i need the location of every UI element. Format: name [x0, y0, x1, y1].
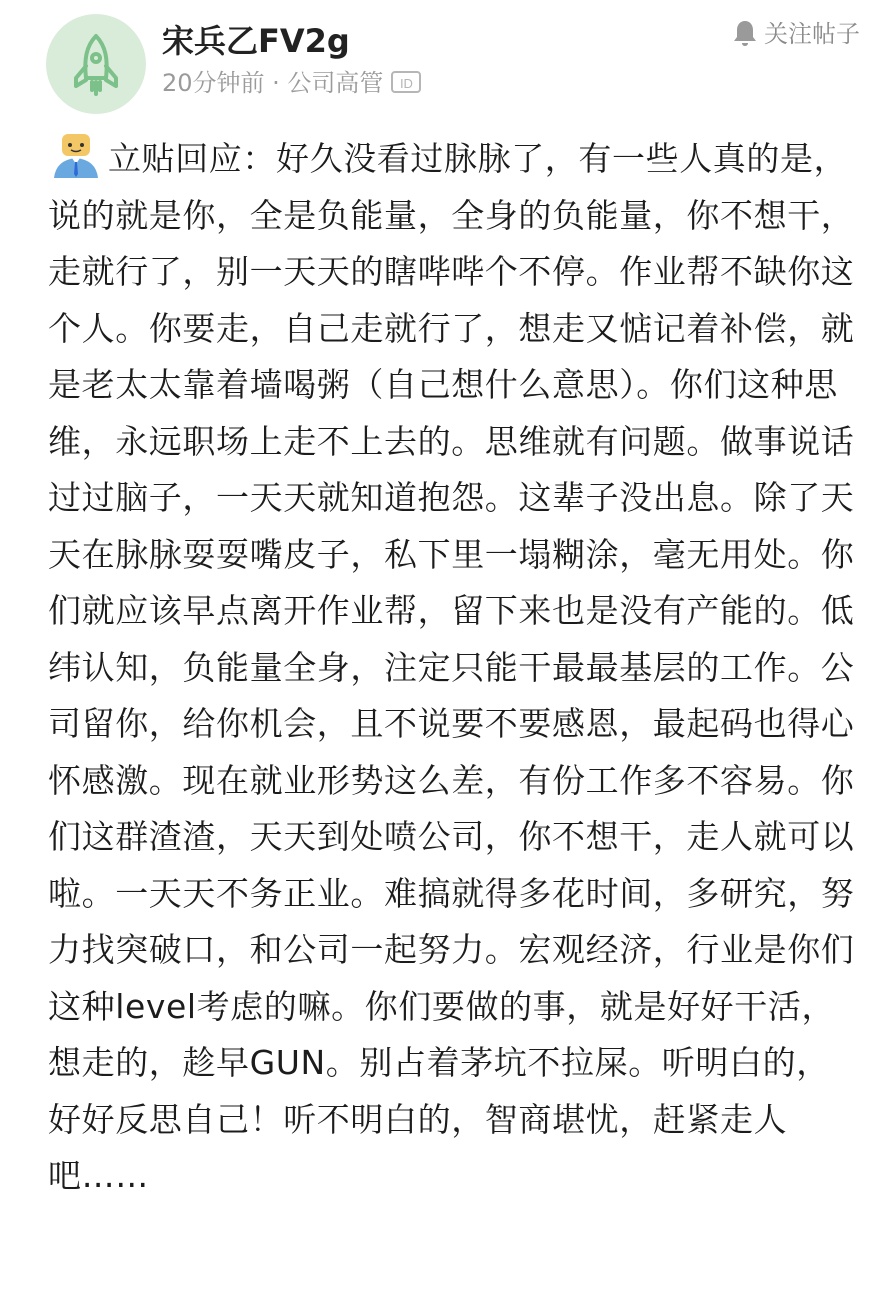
- post-content: [48, 130, 858, 1205]
- author-name[interactable]: 宋兵乙FV2g: [162, 22, 350, 60]
- avatar[interactable]: [46, 14, 146, 114]
- post-header: [0, 0, 888, 120]
- bell-icon: [732, 19, 758, 47]
- follow-post-button[interactable]: [732, 16, 860, 52]
- follow-label: 关注帖子: [764, 20, 860, 48]
- businessman-emoji-icon: [48, 130, 104, 180]
- post-time-and-title: 20分钟前 · 公司高管: [162, 69, 384, 97]
- id-badge: ID: [391, 71, 421, 93]
- post-meta: [162, 66, 421, 100]
- post-text: 立贴回应：好久没看过脉脉了，有一些人真的是，说的就是你，全是负能量，全身的负能量，你不想干，走就行了，别一天天的瞎哔哔个不停。作业帮不缺你这个人。你要走，自己走就行了，想走又惦记着补偿，就是老太太靠着墙喝粥（自己想什么意思）。你们这种思维，永远职场上走不上去的。思维就有问题。做事说话过过脑子，一天天就知道抱怨。这辈子没出息。除了天天在脉脉耍耍嘴皮子，私下里一塌糊涂，毫无用处。你们就应该早点离开作业帮，留下来也是没有产能的。低纬认知，负能量全身，注定只能干最最基层的工作。公司留你，给你机会，且不说要不要感恩，最起码也得心怀感激。现在就业形势这么差，有份工作多不容易。你们这群渣渣，天天到处喷公司，你不想干，走人就可以啦。一天天不务正业。难搞就得多花时间，多研究，努力找突破口，和公司一起努力。宏观经济，行业是你们这种level考虑的嘛。你们要做的事，就是好好干活，想走的，趁早GUN。别占着茅坑不拉屎。听明白的，好好反思自己！听不明白的，智商堪忧，赶紧走人吧……: [48, 139, 855, 1195]
- rocket-icon: [46, 14, 146, 114]
